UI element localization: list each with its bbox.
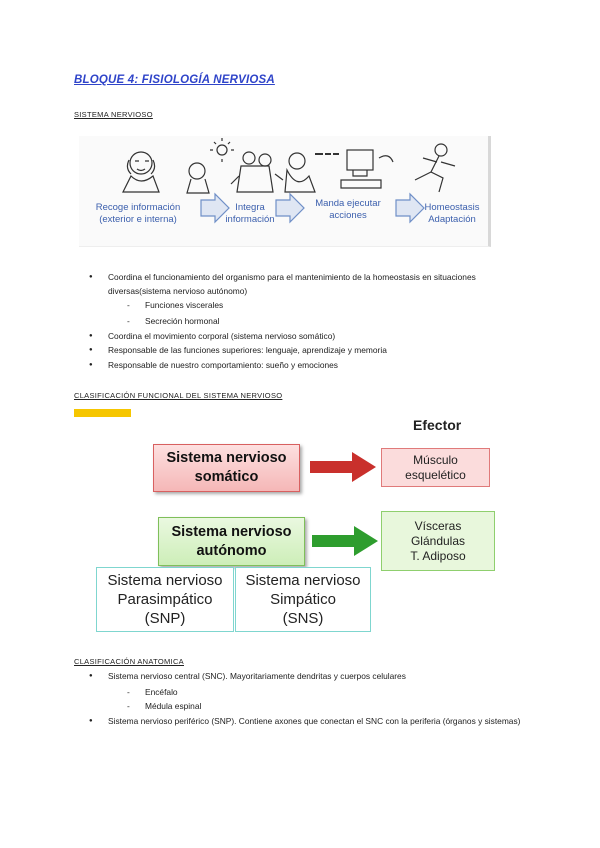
- flow-arrow-2: [276, 194, 304, 222]
- flow-step-1: Recoge información (exterior e interna): [95, 202, 181, 225]
- person-thinking-icon: [187, 138, 234, 193]
- flow-step-4: Homeostasis Adaptación: [424, 202, 480, 225]
- box-parasimpatico: Sistema nervioso Parasimpático (SNP): [96, 567, 234, 632]
- bullet-movimiento-corporal: ● Coordina el movimiento corporal (sistema nervioso somático): [108, 329, 335, 343]
- section-heading-sistema-nervioso: SISTEMA NERVIOSO: [74, 110, 153, 119]
- box-musculo-esqueletico: Músculo esquelético: [381, 448, 490, 487]
- bullet-snp: ● Sistema nervioso periférico (SNP). Contiene axones que conectan el SNC con la periferia (órganos y sistemas): [108, 714, 526, 728]
- box-simpatico: Sistema nervioso Simpático (SNS): [235, 567, 371, 632]
- box-visceras-glandulas: Vísceras Glándulas T. Adiposo: [381, 511, 495, 571]
- bullet-comportamiento: ● Responsable de nuestro comportamiento: sueño y emociones: [108, 358, 338, 372]
- running-person-icon: [415, 144, 455, 192]
- bullet-funciones-superiores: ● Responsable de las funciones superiores: lenguaje, aprendizaje y memoria: [108, 343, 387, 357]
- section-heading-clasificacion-anatomica: CLASIFICACIÓN ANATOMICA: [74, 657, 184, 666]
- arrow-red-icon: [310, 452, 378, 482]
- bullet-coordina-funcionamiento: ● Coordina el funcionamiento del organismo para el mantenimiento de la homeostasis en situaciones diversas(sistema nervioso autónomo): [108, 270, 526, 298]
- efector-label: Efector: [413, 417, 462, 433]
- sub-bullet-medula-espinal: - Médula espinal: [145, 699, 201, 713]
- box-sistema-autonomo: Sistema nervioso autónomo: [158, 517, 305, 566]
- flow-diagram: [79, 136, 491, 247]
- sub-bullet-funciones-viscerales: - Funciones viscerales: [145, 298, 223, 312]
- box-sistema-somatico: Sistema nervioso somático: [153, 444, 300, 492]
- group-people-icon: [231, 152, 283, 192]
- illustration-strip: [79, 136, 488, 246]
- page-title: BLOQUE 4: FISIOLOGÍA NERVIOSA: [74, 74, 275, 86]
- person-commanding-icon: [285, 153, 339, 192]
- sub-bullet-secrecion-hormonal: - Secreción hormonal: [145, 314, 219, 328]
- section-heading-clasificacion-funcional: CLASIFICACIÓN FUNCIONAL DEL SISTEMA NERVIOSO: [74, 391, 283, 400]
- arrow-green-icon: [312, 526, 380, 556]
- person-listening-icon: [123, 152, 159, 192]
- sub-bullet-encefalo: - Encéfalo: [145, 685, 178, 699]
- flow-step-3: Manda ejecutar acciones: [315, 198, 381, 221]
- flow-step-2: Integra información: [225, 202, 275, 225]
- highlight-mark: [74, 409, 131, 417]
- bullet-snc: ● Sistema nervioso central (SNC). Mayoritariamente dendritas y cuerpos celulares: [108, 669, 406, 683]
- computer-icon: [341, 150, 393, 188]
